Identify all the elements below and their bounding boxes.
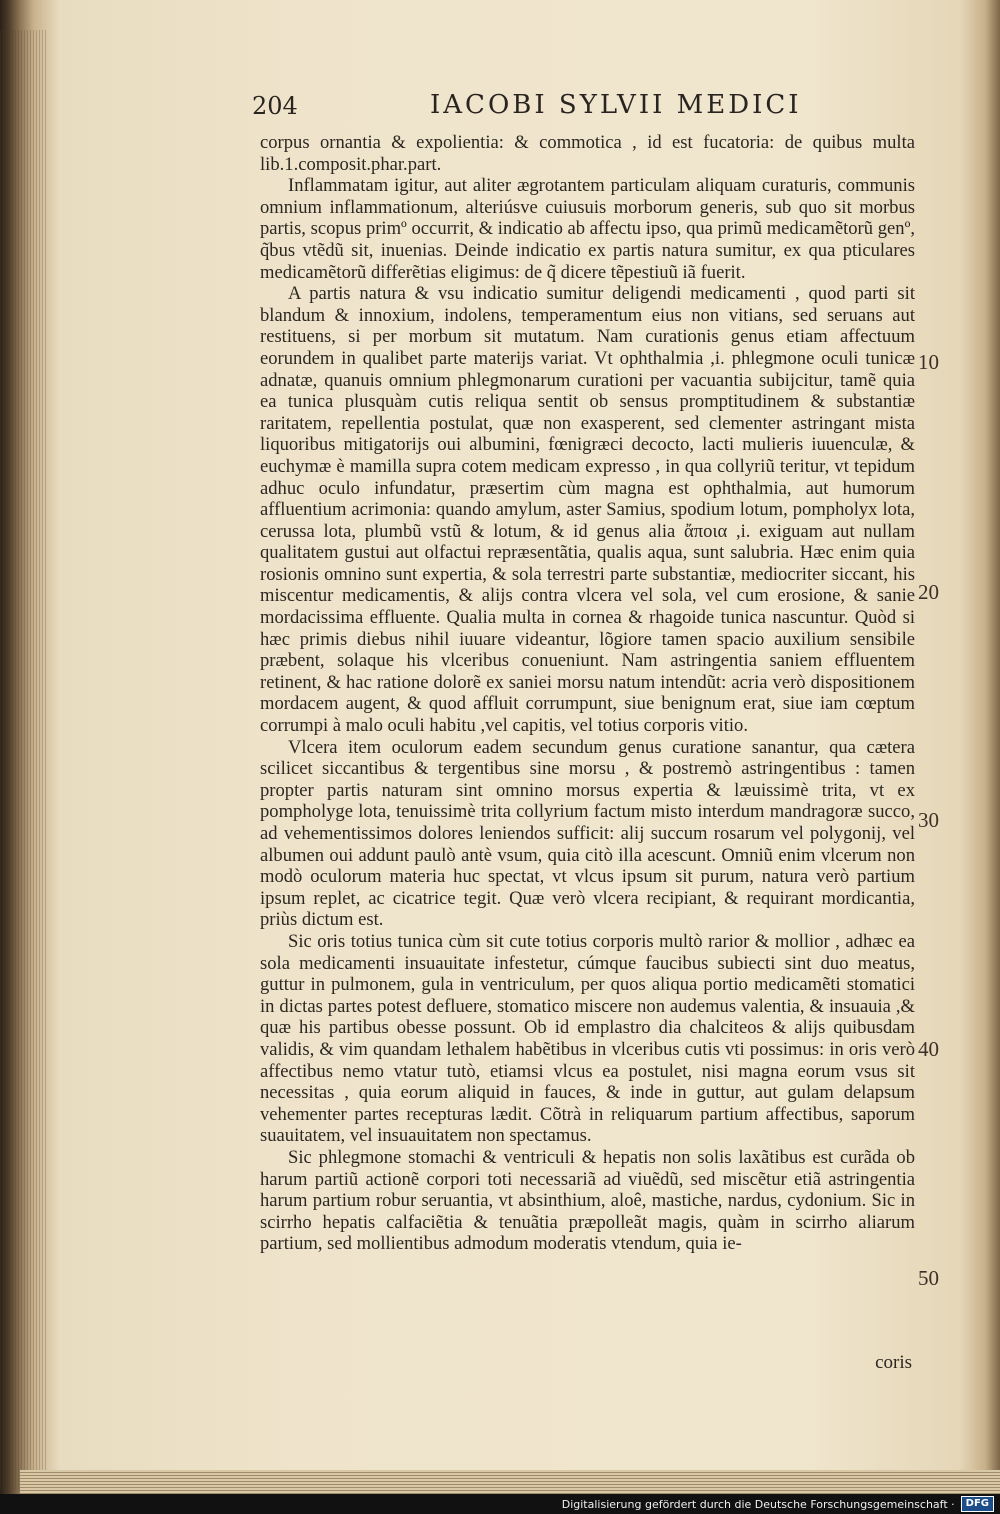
- running-head: [252, 90, 942, 130]
- margin-line-number: 20: [918, 580, 939, 604]
- paragraph: Sic oris totius tunica cùm sit cute totius corporis multò rarior & mollior , adhæc ea sola medicamenti insuauitate infestetur, cúmque faucibus subiecti sint duo meatus, guttur in pulmonem, gula in ventriculum, per quos aliqua portio medicamẽti stomatici in dictas partes potest defluere, stomatico miscere non audemus valentia, & insuauia ,& quæ his partibus obesse possunt. Ob id emplastro dia chalciteos & alijs quibusdam validis, & vim quandam lethalem habẽtibus in vlceribus cutis vti possimus: in oris verò affectibus nemo vtatur tutò, etiamsi vlcus ea postulet, nisi magna eorum vsus sit necessitas , quia eorum aliquid in fauces, & inde in guttur, aut gulam delapsum vehementer partes recepturas lædit. Cõtrà in reliquarum partium affectibus, saporum suauitatem, vel insuauitatem non spectamus.: [260, 930, 915, 1147]
- body-text: [260, 132, 915, 1255]
- margin-line-number: 30: [918, 808, 939, 832]
- digitization-footer: [0, 1494, 1000, 1514]
- catchword: coris: [875, 1352, 912, 1373]
- paragraph: A partis natura & vsu indicatio sumitur deligendi medicamenti , quod parti sit blandum & innoxium, indolens, temperamentum eius non vitians, sed seruans aut restituens, si per morbum sit mutatum. Nam curationis genus etiam affectuum eorundem in qualibet parte materijs variat. Vt ophthalmia ,i. phlegmone oculi tunicæ adnatæ, quanuis omnium phlegmonarum curationi per vacuantia subijcitur, tamẽ quia ea tunica plusquàm cutis reliqua sentit ob sensus promptitudinem & substantiæ raritatem, repellentia postulat, quæ non exasperent, sed clementer astringant mista liquoribus mitigatorijs oui albumini, fœnigræci decocto, lacti mulieris iuuenculæ, & euchymæ è mamilla supra cotem medicam expresso , in qua collyriũ teritur, vt tepidum adhuc oculo infundatur, præsertim cùm magna est ophthalmia, aut humorum affluentium acrimonia: quando amylum, aster Samius, spodium lotum, pompholyx lota, cerussa lota, plumbũ vstũ & lotum, & id genus alia ἄποια ,i. exiguam aut nullam qualitatem gustui aut olfactui repræsentãtia, qualis aqua, sunt salubria. Hæc enim quia rosionis omnino sunt expertia, & sola terrestri parte substantiæ, mediocriter siccant, his miscentur medicamentis, & alijs contra vlcera vel sola, vel cum erosione, & sanie mordacissima effluente. Qualia multa in cornea & rhagoide tunica nascuntur. Quòd si hæc primis diebus nihil iuuare videantur, lõgiore tamen spacio auxilium sensibile præbent, solaque his vlceribus conueniunt. Nam astringentia saniem effluentem retinent, & hac ratione dolorẽ ex saniei morsu natum intendũt: acria verò dispositionem mordacem augent, & quod affluit corrumpunt, siue benignum erat, siue iam cœptum corrumpi à malo oculi habitu ,vel capitis, vel totius corporis vitio.: [260, 283, 915, 737]
- page-edge-stack: [0, 30, 48, 1490]
- paragraph: Sic phlegmone stomachi & ventriculi & hepatis non solis laxãtibus est curãda ob harum partiũ actionẽ corpori toti necessariã ad viuẽdũ, sed miscẽtur etiã astringentia harum partium robur seruantia, vt absinthium, aloê, mastiche, nardus, cydonium. Sic in scirrho hepatis calfaciẽtia & tenuãtia præpolleãt magis, quàm in scirrho aliarum partium, sed mollientibus admodum moderatis vtendum, quia ie-: [260, 1146, 915, 1255]
- paragraph: Inflammatam igitur, aut aliter ægrotantem particulam aliquam curaturis, communis omnium inflammationum, alteriúsve cuiusuis morborum generis, sub quo sit morbus partis, scopus primº occurrit, & indicatio ab affectu ipso, qua primũ medicamẽtorũ genº, q̃bus vtẽdũ sit, inuenias. Deinde indicatio ex partis natura sumitur, ex qua pticulares medicamẽtorũ differẽtias eligimus: de q̃ dicere tẽpestiuũ iã fuerit.: [260, 175, 915, 283]
- margin-line-number: 40: [918, 1037, 939, 1061]
- printed-page: [252, 90, 942, 1450]
- paragraph: corpus ornantia & expolientia: & commotica , id est fucatoria: de quibus multa lib.1.composit.phar.part.: [260, 132, 915, 175]
- running-title: IACOBI SYLVII MEDICI: [430, 90, 802, 120]
- bottom-page-edges: [20, 1470, 1000, 1494]
- paragraph: Vlcera item oculorum eadem secundum genus curatione sanantur, qua cætera scilicet siccantibus & tergentibus sine morsu , & postremò astringentibus : tamen propter partis naturam sint omnino morsus expertia & læuissimè trita, vt ex pompholyge lota, tenuissimè trita collyrium factum misto interdum mandragoræ succo, ad vehementissimos dolores leniendos sufficit: alij succum rosarum vel polygonij, vel albumen oui addunt paulò antè vsum, quia citò illa acescunt. Omniũ enim vlcerum non modò oculorum materia huc spectat, vt vlcus ipsum sit purum, natura verò partium ipsum replet, ac cicatrice tegit. Quæ verò vlcera recipiant, & requirant mordicantia, priùs dictum est.: [260, 736, 915, 931]
- funding-notice: Digitalisierung gefördert durch die Deutsche Forschungsgemeinschaft ·: [561, 1497, 955, 1511]
- page-number: 204: [252, 92, 298, 120]
- dfg-logo: DFG: [961, 1496, 994, 1512]
- margin-line-number: 10: [918, 350, 939, 374]
- margin-line-number: 50: [918, 1266, 939, 1290]
